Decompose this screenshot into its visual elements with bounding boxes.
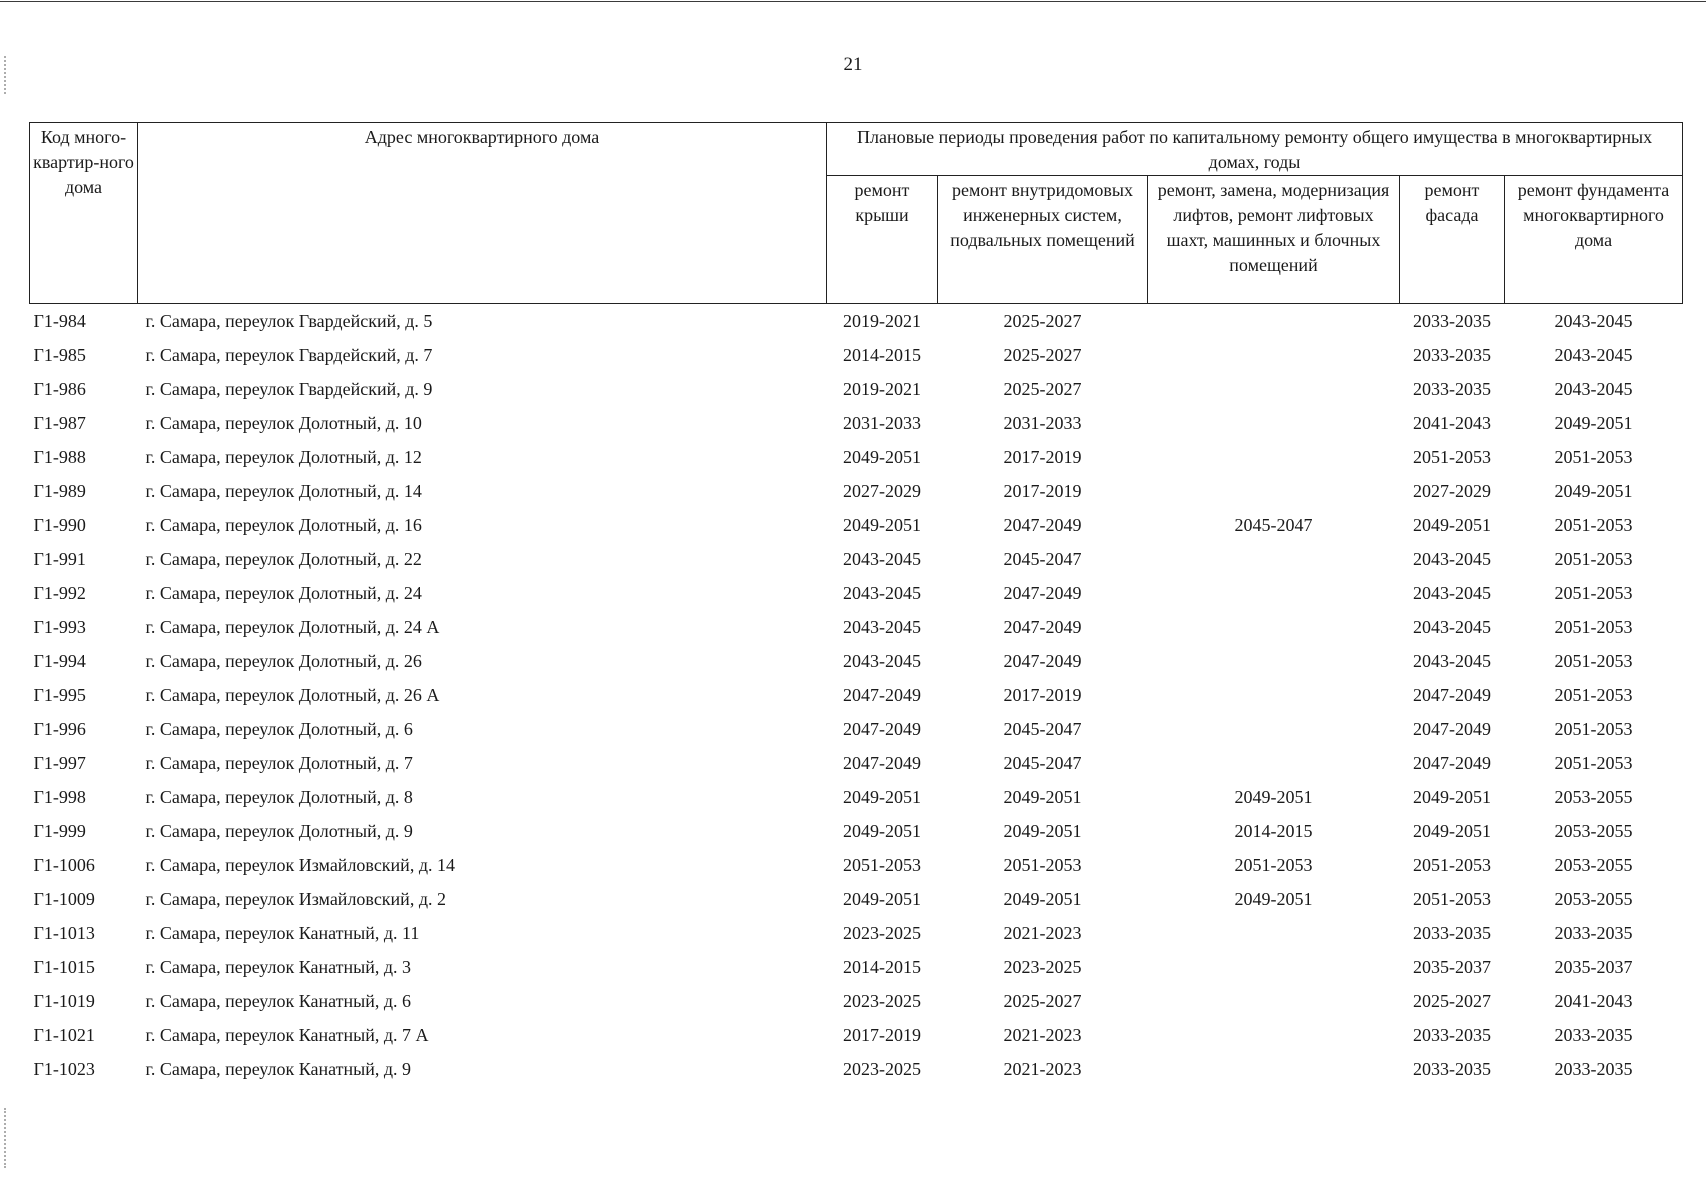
cell-code: Г1-990 <box>33 514 86 535</box>
table-row <box>30 440 1683 474</box>
cell-facade: 2035-2037 <box>1413 956 1491 977</box>
header-elevators: ремонт, замена, модернизация лифтов, ремонт лифтовых шахт, машинных и блочных помещений <box>1148 176 1400 304</box>
cell-roof: 2043-2045 <box>843 548 921 569</box>
cell-elevators <box>1148 542 1400 576</box>
top-rule <box>0 1 1706 2</box>
cell-facade: 2025-2027 <box>1413 990 1491 1011</box>
cell-code: Г1-995 <box>33 684 86 705</box>
cell-address: г. Самара, переулок Гвардейский, д. 9 <box>145 378 433 399</box>
repair-schedule-table <box>29 122 1683 1086</box>
cell-facade: 2043-2045 <box>1413 582 1491 603</box>
cell-facade: 2027-2029 <box>1413 480 1491 501</box>
cell-facade: 2051-2053 <box>1413 888 1491 909</box>
cell-facade: 2043-2045 <box>1413 548 1491 569</box>
cell-facade: 2033-2035 <box>1413 1058 1491 1079</box>
cell-elevators: 2049-2051 <box>1234 888 1313 909</box>
cell-foundation: 2043-2045 <box>1554 310 1633 331</box>
table-row <box>30 406 1683 440</box>
cell-code: Г1-999 <box>33 820 86 841</box>
cell-foundation: 2041-2043 <box>1554 990 1633 1011</box>
cell-facade: 2051-2053 <box>1413 446 1491 467</box>
cell-roof: 2049-2051 <box>843 820 921 841</box>
cell-elevators <box>1148 984 1400 1018</box>
cell-address: г. Самара, переулок Измайловский, д. 2 <box>145 888 446 909</box>
cell-elevators <box>1148 712 1400 746</box>
cell-code: Г1-988 <box>33 446 86 467</box>
cell-engineering: 2031-2033 <box>1003 412 1082 433</box>
cell-engineering: 2051-2053 <box>1003 854 1082 875</box>
cell-code: Г1-1009 <box>33 888 95 909</box>
cell-code: Г1-998 <box>33 786 86 807</box>
scan-artifact <box>4 1108 12 1168</box>
cell-roof: 2051-2053 <box>843 854 921 875</box>
cell-elevators <box>1148 372 1400 406</box>
cell-facade: 2047-2049 <box>1413 718 1491 739</box>
cell-roof: 2047-2049 <box>843 718 921 739</box>
cell-elevators <box>1148 916 1400 950</box>
cell-code: Г1-1023 <box>33 1058 95 1079</box>
cell-elevators <box>1148 406 1400 440</box>
cell-foundation: 2043-2045 <box>1554 344 1633 365</box>
cell-facade: 2043-2045 <box>1413 650 1491 671</box>
cell-elevators: 2045-2047 <box>1234 514 1313 535</box>
cell-address: г. Самара, переулок Долотный, д. 24 <box>145 582 422 603</box>
cell-engineering: 2017-2019 <box>1003 480 1082 501</box>
cell-code: Г1-991 <box>33 548 86 569</box>
cell-roof: 2049-2051 <box>843 786 921 807</box>
cell-facade: 2033-2035 <box>1413 1024 1491 1045</box>
cell-address: г. Самара, переулок Долотный, д. 24 А <box>145 616 440 637</box>
cell-elevators <box>1148 950 1400 984</box>
table-row <box>30 984 1683 1018</box>
table-row <box>30 678 1683 712</box>
cell-foundation: 2035-2037 <box>1554 956 1633 977</box>
cell-roof: 2014-2015 <box>843 956 921 977</box>
cell-elevators <box>1148 644 1400 678</box>
cell-elevators <box>1148 1052 1400 1086</box>
cell-code: Г1-993 <box>33 616 86 637</box>
table-row <box>30 338 1683 372</box>
cell-engineering: 2045-2047 <box>1003 548 1082 569</box>
cell-facade: 2033-2035 <box>1413 922 1491 943</box>
cell-foundation: 2049-2051 <box>1554 412 1633 433</box>
cell-foundation: 2053-2055 <box>1554 786 1633 807</box>
table-row <box>30 610 1683 644</box>
cell-foundation: 2051-2053 <box>1554 684 1633 705</box>
cell-facade: 2049-2051 <box>1413 820 1491 841</box>
cell-foundation: 2051-2053 <box>1554 582 1633 603</box>
cell-engineering: 2045-2047 <box>1003 718 1082 739</box>
cell-foundation: 2033-2035 <box>1554 1024 1633 1045</box>
cell-address: г. Самара, переулок Долотный, д. 9 <box>145 820 413 841</box>
cell-address: г. Самара, переулок Долотный, д. 7 <box>145 752 413 773</box>
cell-roof: 2019-2021 <box>843 378 921 399</box>
cell-foundation: 2051-2053 <box>1554 446 1633 467</box>
cell-roof: 2023-2025 <box>843 922 921 943</box>
cell-engineering: 2025-2027 <box>1003 344 1082 365</box>
cell-roof: 2019-2021 <box>843 310 921 331</box>
cell-elevators <box>1148 440 1400 474</box>
table-row <box>30 644 1683 678</box>
cell-elevators: 2014-2015 <box>1234 820 1313 841</box>
header-roof: ремонт крыши <box>827 176 938 304</box>
cell-foundation: 2051-2053 <box>1554 514 1633 535</box>
cell-elevators: 2049-2051 <box>1234 786 1313 807</box>
cell-engineering: 2047-2049 <box>1003 582 1082 603</box>
cell-elevators <box>1148 678 1400 712</box>
cell-code: Г1-1013 <box>33 922 95 943</box>
cell-elevators <box>1148 576 1400 610</box>
cell-facade: 2051-2053 <box>1413 854 1491 875</box>
cell-roof: 2043-2045 <box>843 582 921 603</box>
cell-foundation: 2053-2055 <box>1554 888 1633 909</box>
cell-elevators <box>1148 304 1400 339</box>
cell-facade: 2049-2051 <box>1413 514 1491 535</box>
cell-roof: 2017-2019 <box>843 1024 921 1045</box>
cell-code: Г1-1015 <box>33 956 95 977</box>
header-engineering: ремонт внутридомовых инженерных систем, подвальных помещений <box>938 176 1148 304</box>
table-row <box>30 474 1683 508</box>
cell-roof: 2047-2049 <box>843 684 921 705</box>
cell-engineering: 2021-2023 <box>1003 1058 1082 1079</box>
cell-address: г. Самара, переулок Долотный, д. 10 <box>145 412 422 433</box>
cell-engineering: 2021-2023 <box>1003 922 1082 943</box>
cell-engineering: 2021-2023 <box>1003 1024 1082 1045</box>
cell-code: Г1-992 <box>33 582 86 603</box>
table-row <box>30 712 1683 746</box>
cell-engineering: 2047-2049 <box>1003 650 1082 671</box>
table-row <box>30 882 1683 916</box>
cell-facade: 2043-2045 <box>1413 616 1491 637</box>
cell-code: Г1-1006 <box>33 854 95 875</box>
cell-address: г. Самара, переулок Долотный, д. 16 <box>145 514 422 535</box>
cell-address: г. Самара, переулок Гвардейский, д. 7 <box>145 344 433 365</box>
cell-code: Г1-984 <box>33 310 86 331</box>
table-row <box>30 508 1683 542</box>
table-row <box>30 1052 1683 1086</box>
table-row <box>30 372 1683 406</box>
cell-roof: 2027-2029 <box>843 480 921 501</box>
page-number: 21 <box>843 54 863 75</box>
cell-address: г. Самара, переулок Канатный, д. 7 А <box>145 1024 429 1045</box>
cell-engineering: 2017-2019 <box>1003 684 1082 705</box>
cell-address: г. Самара, переулок Канатный, д. 6 <box>145 990 411 1011</box>
cell-address: г. Самара, переулок Долотный, д. 6 <box>145 718 413 739</box>
cell-foundation: 2051-2053 <box>1554 548 1633 569</box>
cell-engineering: 2017-2019 <box>1003 446 1082 467</box>
table-row <box>30 916 1683 950</box>
table-row <box>30 848 1683 882</box>
table-row <box>30 780 1683 814</box>
cell-engineering: 2025-2027 <box>1003 310 1082 331</box>
cell-address: г. Самара, переулок Долотный, д. 12 <box>145 446 422 467</box>
cell-facade: 2049-2051 <box>1413 786 1491 807</box>
cell-engineering: 2049-2051 <box>1003 786 1082 807</box>
cell-roof: 2014-2015 <box>843 344 921 365</box>
table-row <box>30 542 1683 576</box>
cell-facade: 2047-2049 <box>1413 752 1491 773</box>
cell-elevators <box>1148 746 1400 780</box>
cell-address: г. Самара, переулок Канатный, д. 3 <box>145 956 411 977</box>
cell-address: г. Самара, переулок Долотный, д. 8 <box>145 786 413 807</box>
header-foundation: ремонт фундамента многоквартирного дома <box>1505 176 1683 304</box>
cell-roof: 2043-2045 <box>843 650 921 671</box>
cell-foundation: 2051-2053 <box>1554 718 1633 739</box>
cell-address: г. Самара, переулок Долотный, д. 22 <box>145 548 422 569</box>
cell-roof: 2047-2049 <box>843 752 921 773</box>
cell-address: г. Самара, переулок Канатный, д. 11 <box>145 922 420 943</box>
cell-engineering: 2047-2049 <box>1003 616 1082 637</box>
table-row <box>30 576 1683 610</box>
cell-code: Г1-986 <box>33 378 86 399</box>
cell-facade: 2047-2049 <box>1413 684 1491 705</box>
cell-engineering: 2025-2027 <box>1003 990 1082 1011</box>
cell-foundation: 2049-2051 <box>1554 480 1633 501</box>
cell-foundation: 2043-2045 <box>1554 378 1633 399</box>
cell-foundation: 2053-2055 <box>1554 820 1633 841</box>
cell-code: Г1-996 <box>33 718 86 739</box>
header-facade: ремонт фасада <box>1400 176 1505 304</box>
cell-facade: 2033-2035 <box>1413 344 1491 365</box>
cell-engineering: 2047-2049 <box>1003 514 1082 535</box>
cell-code: Г1-1021 <box>33 1024 95 1045</box>
cell-address: г. Самара, переулок Долотный, д. 26 <box>145 650 422 671</box>
cell-code: Г1-994 <box>33 650 86 671</box>
cell-foundation: 2051-2053 <box>1554 616 1633 637</box>
cell-code: Г1-1019 <box>33 990 95 1011</box>
cell-foundation: 2033-2035 <box>1554 1058 1633 1079</box>
cell-address: г. Самара, переулок Долотный, д. 26 А <box>145 684 440 705</box>
table-body <box>30 304 1683 1087</box>
cell-engineering: 2023-2025 <box>1003 956 1082 977</box>
table-row <box>30 950 1683 984</box>
cell-elevators: 2051-2053 <box>1234 854 1313 875</box>
cell-facade: 2033-2035 <box>1413 378 1491 399</box>
cell-elevators <box>1148 1018 1400 1052</box>
cell-roof: 2049-2051 <box>843 514 921 535</box>
cell-address: г. Самара, переулок Канатный, д. 9 <box>145 1058 411 1079</box>
header-periods-group: Плановые периоды проведения работ по капитальному ремонту общего имущества в многоквартирных домах, годы <box>827 123 1683 176</box>
cell-engineering: 2045-2047 <box>1003 752 1082 773</box>
cell-elevators <box>1148 474 1400 508</box>
cell-roof: 2023-2025 <box>843 990 921 1011</box>
cell-code: Г1-985 <box>33 344 86 365</box>
cell-engineering: 2049-2051 <box>1003 820 1082 841</box>
cell-foundation: 2053-2055 <box>1554 854 1633 875</box>
table-row <box>30 304 1683 339</box>
cell-roof: 2023-2025 <box>843 1058 921 1079</box>
table-row <box>30 814 1683 848</box>
cell-elevators <box>1148 610 1400 644</box>
cell-roof: 2049-2051 <box>843 446 921 467</box>
table-row <box>30 746 1683 780</box>
header-address: Адрес многоквартирного дома <box>138 123 827 304</box>
cell-facade: 2041-2043 <box>1413 412 1491 433</box>
cell-elevators <box>1148 338 1400 372</box>
header-code: Код много-квартир-ного дома <box>30 123 138 304</box>
cell-roof: 2049-2051 <box>843 888 921 909</box>
cell-foundation: 2051-2053 <box>1554 752 1633 773</box>
cell-engineering: 2025-2027 <box>1003 378 1082 399</box>
cell-roof: 2043-2045 <box>843 616 921 637</box>
cell-address: г. Самара, переулок Долотный, д. 14 <box>145 480 422 501</box>
cell-engineering: 2049-2051 <box>1003 888 1082 909</box>
cell-foundation: 2051-2053 <box>1554 650 1633 671</box>
cell-address: г. Самара, переулок Измайловский, д. 14 <box>145 854 455 875</box>
cell-foundation: 2033-2035 <box>1554 922 1633 943</box>
cell-facade: 2033-2035 <box>1413 310 1491 331</box>
cell-code: Г1-987 <box>33 412 86 433</box>
cell-code: Г1-997 <box>33 752 86 773</box>
cell-address: г. Самара, переулок Гвардейский, д. 5 <box>145 310 433 331</box>
table-row <box>30 1018 1683 1052</box>
cell-roof: 2031-2033 <box>843 412 921 433</box>
cell-code: Г1-989 <box>33 480 86 501</box>
